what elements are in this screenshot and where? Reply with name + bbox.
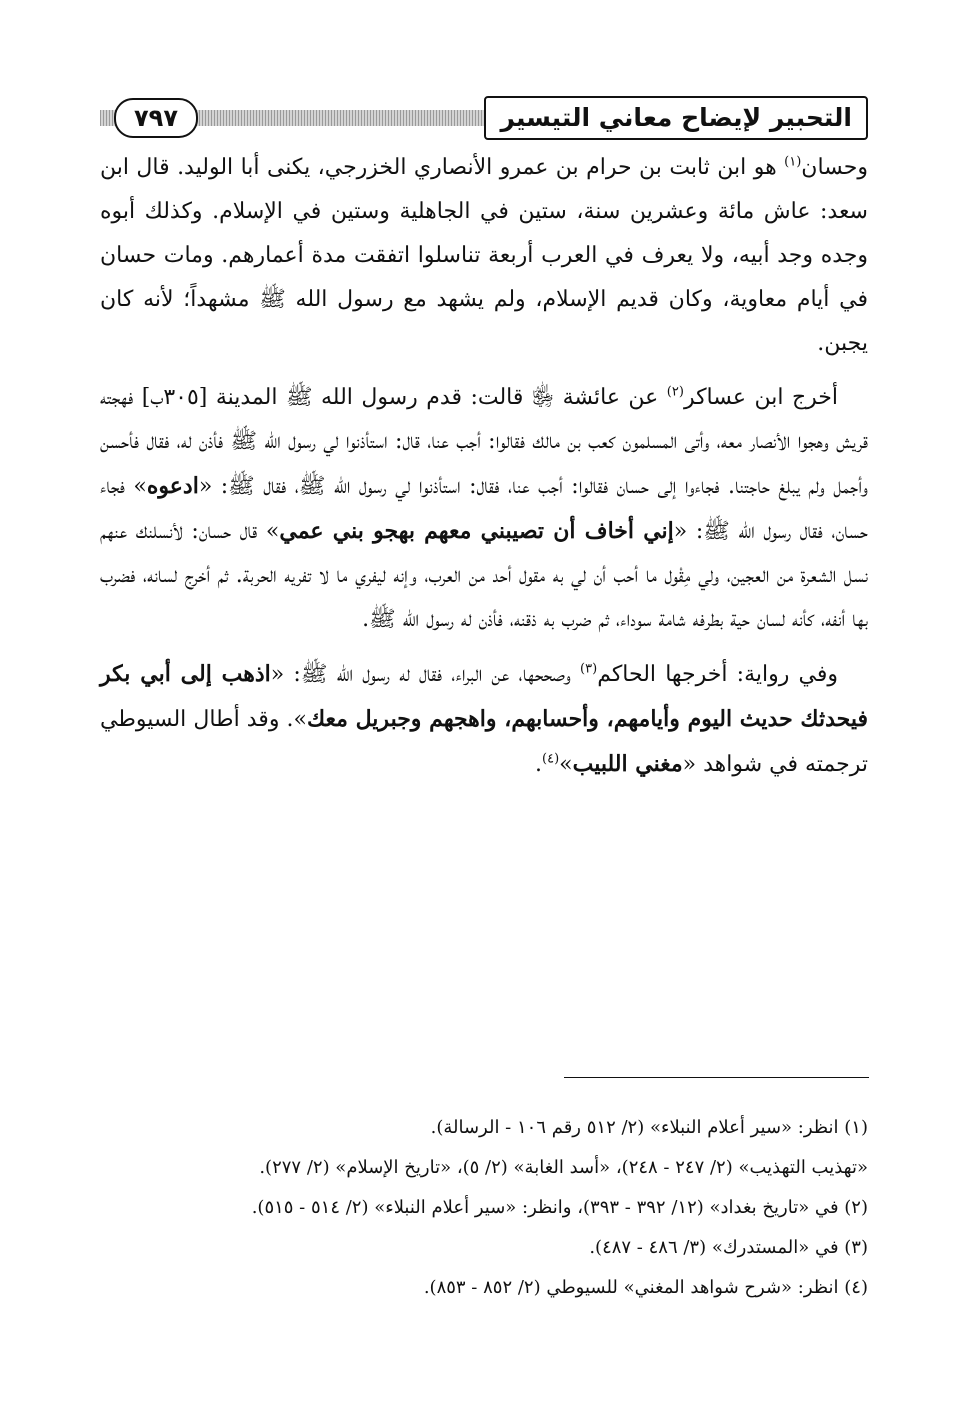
hadith-quote: ادعوه xyxy=(146,473,199,499)
footnote-ref-2[interactable]: (٢) xyxy=(666,384,684,400)
footnotes xyxy=(100,1108,868,1308)
paragraph-ibn-asakir: أخرج ابن عساكر$^{(٢)}$ عن عائشة ﵂ قالت: قدم رسول الله ﷺ المدينة [٣٠٥ب] فهجته قريش وهجوا الأنصار معه، وأتى المسلمون كعب بن مالك فقالوا: أجب عنا، قال: استأذنوا لي رسول الله ﷺ فأذن له، فقال فأحسن وأجمل ولم يبلغ حاجتنا. فجاءوا إلى حسان فقالوا: أجب عنا، فقال: استأذنوا لي رسول الله ﷺ، فقال ﷺ: «ادعوه» فجاء حسان، فقال رسول الله ﷺ: «إني أخاف أن تصيبني معهم بهجو بني عمي» قال حسان: لأنسلنك عنهم نسل الشعرة من العجين، ولي مِقْول ما أحب أن لي به مقول أحد من العرب، وإنه ليفري ما لا تفريه الحربة. ثم أخرج لسانه، فضرب بها أنفه، كأنه لسان حية بطرفه شامة سوداء، ثم ضرب به ذقنه، فأذن له رسول الله ﷺ. xyxy=(100,384,868,632)
paragraph-hakim: وفي رواية: أخرجها الحاكم$^{(٣)}$ وصححها، عن البراء، فقال له رسول الله ﷺ: «اذهب إلى أبي بكر فيحدثك حديث اليوم وأيامهم، وأحسابهم، واهجهم وجبريل معك». وقد أطال السيوطي ترجمته في شواهد «مغني اللبيب»$^{(٤)}$. xyxy=(100,661,868,777)
footnote-ref-4[interactable]: (٤) xyxy=(542,751,560,767)
book-name: مغني اللبيب xyxy=(572,751,683,777)
footnote: (٤) انظر: «شرح شواهد المغني» للسيوطي (٢/ ٨٥٢ - ٨٥٣). xyxy=(423,1277,868,1298)
footnote: (١) انظر: «سير أعلام النبلاء» (٢/ ٥١٢ رقم ١٠٦ - الرسالة). xyxy=(430,1117,868,1138)
footnote: (٣) في «المستدرك» (٣/ ٤٨٦ - ٤٨٧). xyxy=(589,1237,868,1258)
main-text xyxy=(100,146,868,787)
paragraph-hassan-bio: وحسان$^{(١)}$ هو ابن ثابت بن حرام بن عمرو الأنصاري الخزرجي، يكنى أبا الوليد. قال ابن سعد: عاش مائة وعشرين سنة، ستين في الجاهلية وستين في الإسلام. وكذلك أبوه وجده وجد أبيه، ولا يعرف في العرب أربعة تناسلوا اتفقت مدة أعمارهم. ومات حسان في أيام معاوية، وكان قديم الإسلام، ولم يشهد مع رسول الله ﷺ مشهداً؛ لأنه كان يجبن. xyxy=(100,154,868,356)
running-header xyxy=(100,96,868,144)
hadith-quote: اذهب إلى أبي بكر فيحدثك حديث اليوم وأيامهم، وأحسابهم، واهجهم وجبريل معك xyxy=(100,661,868,732)
footnote-ref-1[interactable]: (١) xyxy=(784,154,802,170)
book-title: التحبير لإيضاح معاني التيسير xyxy=(484,96,868,140)
hadith-quote: إني أخاف أن تصيبني معهم بهجو بني عمي xyxy=(279,518,674,544)
footnote-separator xyxy=(564,1077,869,1078)
footnote: (٢) في «تاريخ بغداد» (١٢/ ٣٩٢ - ٣٩٣)، وانظر: «سير أعلام النبلاء» (٢/ ٥١٤ - ٥١٥). xyxy=(251,1197,868,1218)
page-number: ٧٩٧ xyxy=(114,98,198,138)
footnote: «تهذيب التهذيب» (٢/ ٢٤٧ - ٢٤٨)، «أسد الغابة» (٢/ ٥)، «تاريخ الإسلام» (٢/ ٢٧٧). xyxy=(259,1157,868,1178)
footnote-ref-3[interactable]: (٣) xyxy=(580,661,598,677)
